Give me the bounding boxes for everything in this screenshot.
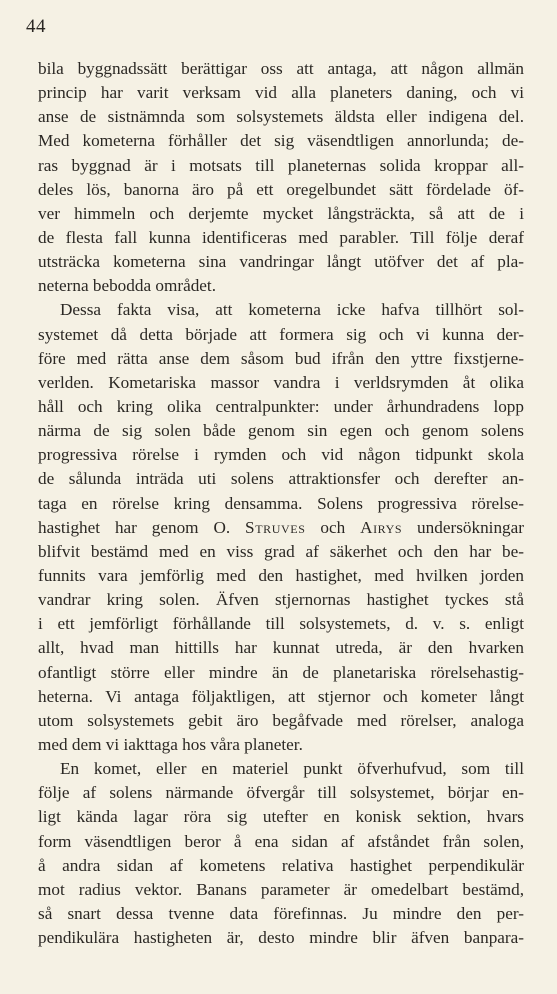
text-line: funnits vara jemförlig med den hastighet, med hvilken jorden bbox=[38, 565, 524, 585]
text-line: så snart dessa tvenne data förefinnas. Ju mindre den per- bbox=[38, 903, 524, 923]
text-line: taga en rörelse kring densamma. Solens progressiva rörelse- bbox=[38, 493, 524, 513]
text-line: ligt kända lagar röra sig utefter en konisk sektion, hvars bbox=[38, 807, 524, 827]
text-line: mot radius vektor. Banans parameter är omedelbart bestämd, bbox=[38, 879, 524, 899]
text-line: håll och kring olika centralpunkter: under århundradens lopp bbox=[38, 396, 524, 416]
text-line: i ett jemförligt förhållande till solsystemets, d. v. s. enligt bbox=[38, 614, 524, 634]
text-line: heterna. Vi antaga följaktligen, att stjernor och kometer långt bbox=[38, 686, 524, 706]
body-text bbox=[38, 57, 524, 950]
text-line: Dessa fakta visa, att kometerna icke hafva tillhört sol- bbox=[60, 300, 524, 320]
text-line: bila byggnadssätt berättigar oss att antaga, att någon allmän bbox=[38, 59, 524, 78]
text-line: blifvit bestämd med en viss grad af säkerhet och den har be- bbox=[38, 541, 524, 561]
text-line: å andra sidan af kometens relativa hastighet perpendikulär bbox=[38, 855, 524, 875]
text-line: närma de sig solen både genom sin egen och genom solens bbox=[38, 421, 524, 441]
author-name: Airys bbox=[360, 517, 403, 537]
text-fragment: undersökningar bbox=[402, 517, 524, 537]
text-fragment: och bbox=[305, 517, 361, 537]
text-line bbox=[38, 516, 524, 540]
text-line: de flesta fall kunna identificeras med parabler. Till följe deraf bbox=[38, 227, 524, 247]
text-line: deles lös, banorna äro på ett oregelbundet sätt fördelade öf- bbox=[38, 179, 524, 199]
text-line: utsträcka kometerna sina vandringar långt utöfver det af pla- bbox=[38, 252, 524, 272]
text-line: neterna bebodda området. bbox=[38, 276, 217, 296]
text-line: ras byggnad är i motsats till planeternas solida kroppar all- bbox=[38, 155, 524, 175]
page-number: 44 bbox=[26, 16, 46, 37]
author-name: Struves bbox=[245, 517, 306, 537]
text-line: form väsendtligen beror å ena sidan af afståndet från solen, bbox=[38, 831, 524, 851]
text-line: progressiva rörelse i rymden och vid någon tidpunkt skola bbox=[38, 445, 524, 465]
text-line: En komet, eller en materiel punkt öfverhufvud, som till bbox=[60, 759, 524, 779]
text-line: princip har varit verksam vid alla planeters daning, och vi bbox=[38, 83, 524, 103]
text-line: ofantligt större eller mindre än de planetariska rörelsehastig- bbox=[38, 662, 524, 682]
text-line: Med kometerna förhåller det sig väsendtligen annorlunda; de- bbox=[38, 131, 524, 151]
text-fragment: hastighet har genom O. bbox=[38, 517, 246, 537]
text-line: anse de sistnämnda som solsystemets äldsta eller indigena del. bbox=[38, 107, 524, 127]
text-line: före med rätta anse dem såsom bud ifrån den yttre fixstjerne- bbox=[38, 348, 524, 368]
text-line: verlden. Kometariska massor vandra i verldsrymden åt olika bbox=[38, 372, 524, 392]
text-line: pendikulära hastigheten är, desto mindre blir äfven banpara- bbox=[38, 928, 524, 948]
text-line: systemet då detta började att formera sig och vi kunna der- bbox=[38, 324, 524, 344]
text-line: vandrar kring solen. Äfven stjernornas hastighet tyckes stå bbox=[38, 590, 524, 610]
text-line: allt, hvad man hittills har kunnat utreda, är den hvarken bbox=[38, 638, 524, 658]
text-line: ver himmeln och derjemte mycket långsträckta, så att de i bbox=[38, 203, 524, 223]
text-line: följe af solens närmande öfvergår till solsystemet, börjar en- bbox=[38, 783, 524, 803]
text-line: utom solsystemets gebit äro begåfvade med rörelser, analoga bbox=[38, 710, 524, 730]
text-line: de sålunda inträda uti solens attraktionsfer och derefter an- bbox=[38, 469, 524, 489]
text-line: med dem vi iakttaga hos våra planeter. bbox=[38, 734, 303, 754]
